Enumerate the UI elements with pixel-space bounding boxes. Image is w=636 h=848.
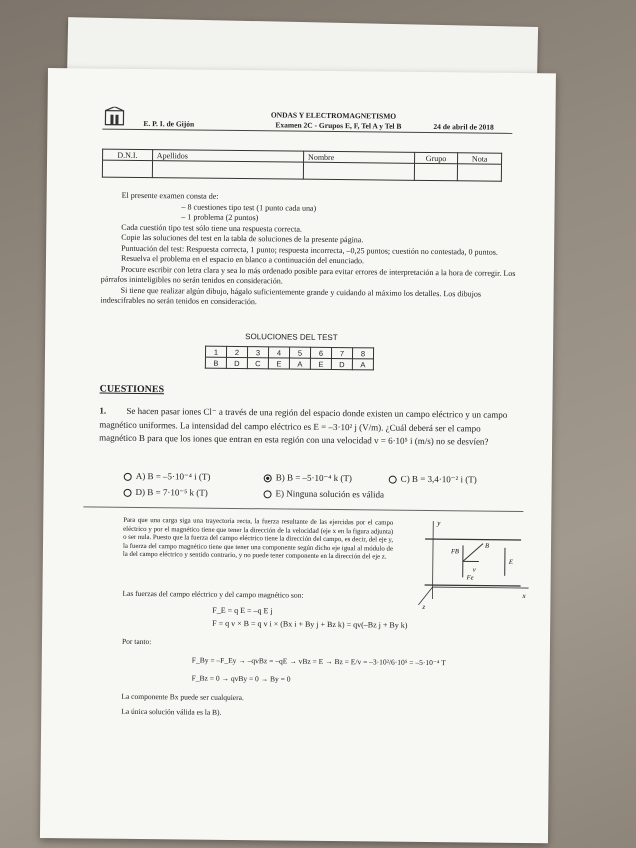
grupo-cell[interactable] — [414, 163, 458, 180]
force-equations — [212, 604, 407, 632]
question-text: Se hacen pasar iones Cl⁻ a través de una región del espacio donde existen un campo eléctrico y un campo magnético uniformes. La intensidad del campo eléctrico es E = –3·10² j (V/m). ¿Cuál deberá ser el campo magnético B para que los iones que entran en esta región con una velocidad v = 6·10⁵ i (m/s) no se desvíen? — [99, 405, 508, 447]
exam-title: Examen 2C - Grupos E, F, Tel A y Tel B — [275, 120, 402, 131]
sol-answer[interactable]: D — [226, 357, 247, 368]
apellidos-header: Apellidos — [152, 150, 303, 163]
option-b-label: B) B = –5·10⁻⁴ k (T) — [275, 472, 352, 484]
selected-radio-icon — [264, 474, 272, 482]
fe-label: Fe — [466, 574, 474, 582]
sol-num: 4 — [268, 347, 289, 358]
forces-intro: Las fuerzas del campo eléctrico y del campo magnético son: — [122, 588, 304, 600]
radio-icon — [124, 489, 132, 497]
instr-line: – 8 cuestiones tipo test (1 punto cada una) — [181, 201, 317, 213]
sol-answer[interactable]: B — [205, 357, 226, 368]
sol-answer[interactable]: D — [331, 358, 352, 369]
answer-divider — [83, 506, 523, 512]
option-d-label: D) B = 7·10⁻⁵ k (T) — [135, 486, 208, 498]
sol-num: 2 — [226, 346, 247, 357]
nota-header: Nota — [458, 153, 502, 164]
grupo-header: Grupo — [414, 152, 458, 163]
result-equations — [192, 652, 446, 691]
exam-date: 24 de abril de 2018 — [433, 122, 494, 132]
radio-icon — [389, 476, 397, 484]
instr-line: Puntuación del test: Respuesta correcta, 1 punto; respuesta incorrecta, –0,25 puntos; cuestión no contestada, 0 puntos. — [121, 243, 498, 257]
sol-num: 5 — [289, 347, 310, 358]
equation-fb: F = q v × B = q v i × (Bx i + By j + Bz k) = qv(–Bz j + By k) — [212, 618, 408, 630]
z-label: z — [422, 602, 426, 611]
option-d[interactable] — [124, 487, 208, 499]
solutions-table — [205, 346, 374, 371]
section-title: CUESTIONES — [99, 383, 165, 396]
sol-answer[interactable]: A — [352, 359, 373, 370]
sol-answer[interactable]: A — [289, 358, 310, 369]
sol-num: 8 — [352, 348, 373, 359]
solutions-answers-row — [205, 357, 373, 370]
student-id-table — [102, 149, 502, 182]
y-label: y — [437, 519, 441, 528]
instr-line: Procure escribir con letra clara y sea lo más ordenado posible para evitar errores de interpretación a la hora de corregir. Los párrafos ininteligibles no serán tenidos en consideración. — [100, 264, 516, 286]
university-logo — [103, 107, 125, 127]
e-label: E — [508, 558, 513, 566]
question-1 — [99, 405, 519, 450]
fb-label: FB — [450, 548, 459, 556]
exam-page — [40, 68, 556, 843]
option-c[interactable] — [389, 474, 477, 486]
option-e-label: E) Ninguna solución es válida — [275, 488, 385, 500]
nombre-header: Nombre — [304, 151, 415, 163]
apellidos-cell[interactable] — [152, 161, 303, 180]
v-label: v — [472, 566, 476, 574]
instr-line: Si tiene que realizar algún dibujo, hágalo suficientemente grande y cuidando al máximo los detalles. Los dibujos indescifrables no serán tenidos en consideración. — [100, 285, 482, 307]
option-a[interactable] — [124, 471, 211, 483]
answer-conclusion: La única solución válida es la B). — [121, 706, 222, 717]
option-e[interactable] — [264, 488, 385, 499]
sol-num: 3 — [247, 347, 268, 358]
upper-plate — [425, 539, 521, 540]
dni-cell[interactable] — [102, 160, 152, 178]
force-diagram — [412, 517, 533, 613]
x-label: x — [522, 591, 526, 601]
instr-line: Cada cuestión tipo test sólo tiene una respuesta correcta. — [121, 222, 302, 234]
sol-answer[interactable]: C — [247, 358, 268, 369]
option-b[interactable] — [264, 472, 352, 484]
radio-icon — [124, 473, 132, 481]
nota-cell — [458, 164, 502, 181]
school-name: E. P. I. de Gijón — [143, 119, 195, 129]
option-a-label: A) B = –5·10⁻⁴ i (T) — [135, 470, 211, 482]
solutions-title: SOLUCIONES DEL TEST — [245, 332, 338, 343]
b-vector — [463, 543, 483, 561]
bx-note: La componente Bx puede ser cualquiera. — [121, 691, 244, 703]
sol-num: 7 — [331, 347, 352, 358]
option-c-label: C) B = 3,4·10⁻² i (T) — [400, 473, 477, 485]
question-1-options — [124, 470, 524, 500]
z-axis — [418, 587, 432, 605]
question-number: 1. — [99, 405, 107, 416]
explanation-text: Para que una carga siga una trayectoria recta, la fuerza resultante de las ejercidas por el campo eléctrico y por el magnético tiene que tener la dirección de la velocidad (eje x en la figura adjunta) o ser nula. Puesto que la fuerza del campo eléctrico tiene la dirección del campo, es decir, del eje y, la fuerza del campo magnético tiene que tener una componente según dicho eje igual al módulo de la del campo eléctrico y sentido contrario, y no puede tener componente en la dirección del eje z. — [122, 516, 394, 561]
sol-answer[interactable]: E — [268, 358, 289, 369]
nombre-cell[interactable] — [303, 162, 414, 180]
sol-num: 6 — [310, 347, 331, 358]
radio-icon — [264, 490, 272, 498]
equation-by: F_Bz = 0 → qvBy = 0 → By = 0 — [191, 673, 291, 684]
instr-line: – 1 problema (2 puntos) — [181, 212, 259, 223]
sol-answer[interactable]: E — [310, 358, 331, 369]
b-label: B — [484, 542, 490, 550]
equation-fe: F_E = q E = –q E j — [212, 605, 273, 616]
sol-num: 1 — [205, 346, 226, 357]
lower-plate — [425, 585, 521, 586]
course-title: ONDAS Y ELECTROMAGNETISMO — [270, 110, 397, 121]
equation-bz: F_By = –F_Ey → –qvBz = –qE → vBz = E → Bz = E/v = –3·10²/6·10⁵ = –5·10⁻⁴ T — [191, 655, 446, 668]
page-header — [104, 109, 514, 132]
x-axis — [433, 587, 529, 588]
instructions — [101, 191, 522, 311]
instr-line: Resuelva el problema en el espacio en blanco a continuación del enunciado. — [120, 253, 365, 266]
instr-line: Copie las soluciones del test en la tabla de soluciones de la presente página. — [121, 232, 364, 245]
dni-header: D.N.I. — [103, 149, 153, 161]
instr-line: El presente examen consta de: — [121, 190, 219, 201]
therefore-label: Por tanto: — [121, 636, 152, 647]
